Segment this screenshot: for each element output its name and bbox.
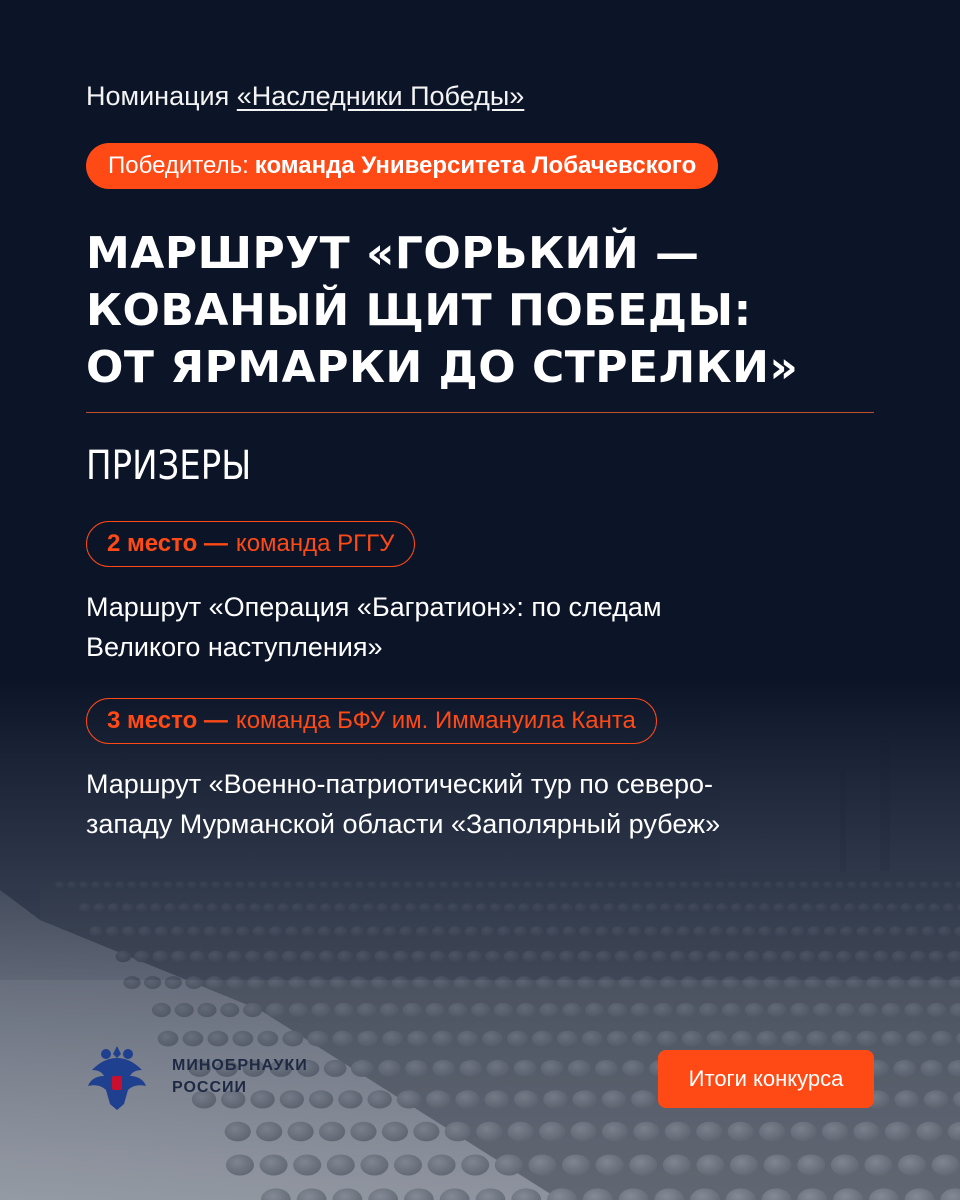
coat-of-arms-icon [84,1040,150,1114]
place-team: команда РГГУ [235,530,395,557]
route-line: Великого наступления» [86,632,383,662]
third-place-route [86,764,886,844]
results-button[interactable]: Итоги конкурса [658,1050,874,1108]
divider [86,412,874,413]
ministry-name-line: РОССИИ [172,1079,248,1096]
third-place-badge [86,698,657,744]
nomination-prefix: Номинация [86,81,230,111]
second-place-badge [86,521,415,567]
ministry-name [172,1055,308,1099]
winner-badge [86,143,718,189]
ministry-logo [84,1040,308,1114]
winner-label: Победитель: [108,152,249,179]
ministry-name-line: МИНОБРНАУКИ [172,1057,308,1074]
route-title-line: ОТ ЯРМАРКИ ДО СТРЕЛКИ» [86,342,799,393]
prizers-heading: ПРИЗЕРЫ [86,443,252,489]
nomination [86,78,524,114]
route-line: Маршрут «Военно-патриотический тур по северо- [86,769,714,799]
nomination-name-link[interactable]: «Наследники Победы» [236,81,525,111]
second-place-route [86,587,846,667]
route-title-line: МАРШРУТ «ГОРЬКИЙ — [86,228,700,279]
route-title [86,225,886,396]
winner-team: команда Университета Лобачевского [254,152,697,179]
route-line: Маршрут «Операция «Багратион»: по следам [86,592,662,622]
place-label: 2 место — [107,530,228,557]
route-title-line: КОВАНЫЙ ЩИТ ПОБЕДЫ: [86,285,752,336]
place-label: 3 место — [107,707,228,734]
parade-photo [0,680,960,1200]
route-line: западу Мурманской области «Заполярный рубеж» [86,809,721,839]
place-team: команда БФУ им. Иммануила Канта [235,707,636,734]
